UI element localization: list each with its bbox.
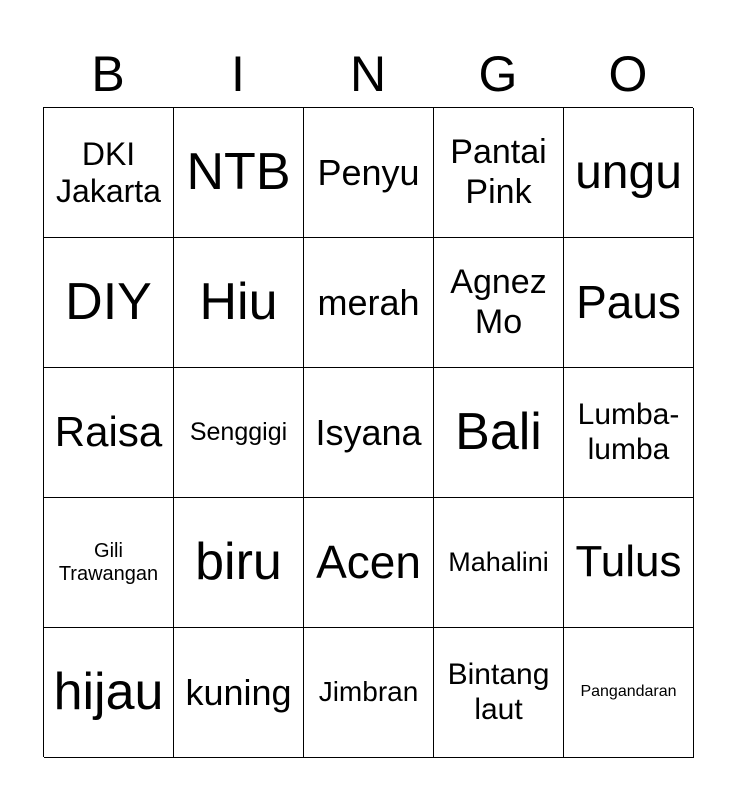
bingo-cell[interactable] xyxy=(564,628,694,758)
bingo-cell-text: Isyana xyxy=(315,411,422,453)
bingo-cell-text: kuning xyxy=(185,671,292,713)
bingo-cell[interactable] xyxy=(304,108,434,238)
bingo-cell[interactable] xyxy=(304,498,434,628)
bingo-cell[interactable] xyxy=(304,238,434,368)
bingo-cell-text: Bintang laut xyxy=(447,658,550,726)
bingo-cell[interactable] xyxy=(44,108,174,238)
bingo-cell-text: Acen xyxy=(316,536,421,589)
bingo-cell-text: Raisa xyxy=(54,408,163,456)
bingo-cell[interactable] xyxy=(564,368,694,498)
bingo-cell[interactable] xyxy=(434,628,564,758)
bingo-cell[interactable] xyxy=(564,108,694,238)
header-letter-b: B xyxy=(91,46,125,102)
bingo-cell[interactable] xyxy=(174,238,304,368)
bingo-cell-text: DIY xyxy=(65,272,152,331)
bingo-header xyxy=(43,40,693,108)
bingo-cell-text: Senggigi xyxy=(189,418,288,447)
bingo-cell[interactable] xyxy=(564,498,694,628)
bingo-cell[interactable] xyxy=(44,368,174,498)
bingo-cell[interactable] xyxy=(174,368,304,498)
bingo-cell[interactable] xyxy=(44,498,174,628)
bingo-cell-text: Gili Trawangan xyxy=(58,539,159,585)
bingo-cell[interactable] xyxy=(174,108,304,238)
bingo-cell[interactable] xyxy=(174,628,304,758)
bingo-cell[interactable] xyxy=(434,238,564,368)
header-letter-i: I xyxy=(231,46,245,102)
bingo-cell-text: biru xyxy=(195,532,282,591)
header-letter-g: G xyxy=(478,46,518,102)
bingo-cell-text: Tulus xyxy=(575,537,682,587)
bingo-cell[interactable] xyxy=(304,628,434,758)
bingo-cell[interactable] xyxy=(44,238,174,368)
header-letter-o: O xyxy=(608,46,648,102)
bingo-cell-text: Bali xyxy=(455,402,542,461)
bingo-cell-text: Agnez Mo xyxy=(450,263,547,341)
bingo-cell-text: ungu xyxy=(575,145,682,199)
bingo-cell[interactable] xyxy=(434,368,564,498)
bingo-cell-text: Pantai Pink xyxy=(450,133,547,211)
bingo-cell-text: DKI Jakarta xyxy=(56,135,161,209)
bingo-cell-text: hijau xyxy=(53,662,164,721)
bingo-cell-text: Mahalini xyxy=(448,546,549,577)
bingo-cell-text: Pangandaran xyxy=(580,683,677,701)
bingo-cell[interactable] xyxy=(304,368,434,498)
bingo-cell-text: Lumba-lumba xyxy=(577,398,680,466)
bingo-cell-text: Hiu xyxy=(199,272,278,331)
bingo-cell[interactable] xyxy=(174,498,304,628)
bingo-cell-text: Penyu xyxy=(317,151,420,193)
bingo-cell[interactable] xyxy=(564,238,694,368)
bingo-cell-text: Paus xyxy=(576,276,681,329)
bingo-cell[interactable] xyxy=(434,108,564,238)
bingo-cell-text: NTB xyxy=(186,142,291,201)
bingo-cell[interactable] xyxy=(44,628,174,758)
bingo-grid xyxy=(43,107,693,757)
bingo-cell[interactable] xyxy=(434,498,564,628)
bingo-cell-text: Jimbran xyxy=(318,676,419,708)
header-letter-n: N xyxy=(349,46,387,102)
bingo-cell-text: merah xyxy=(317,281,420,323)
